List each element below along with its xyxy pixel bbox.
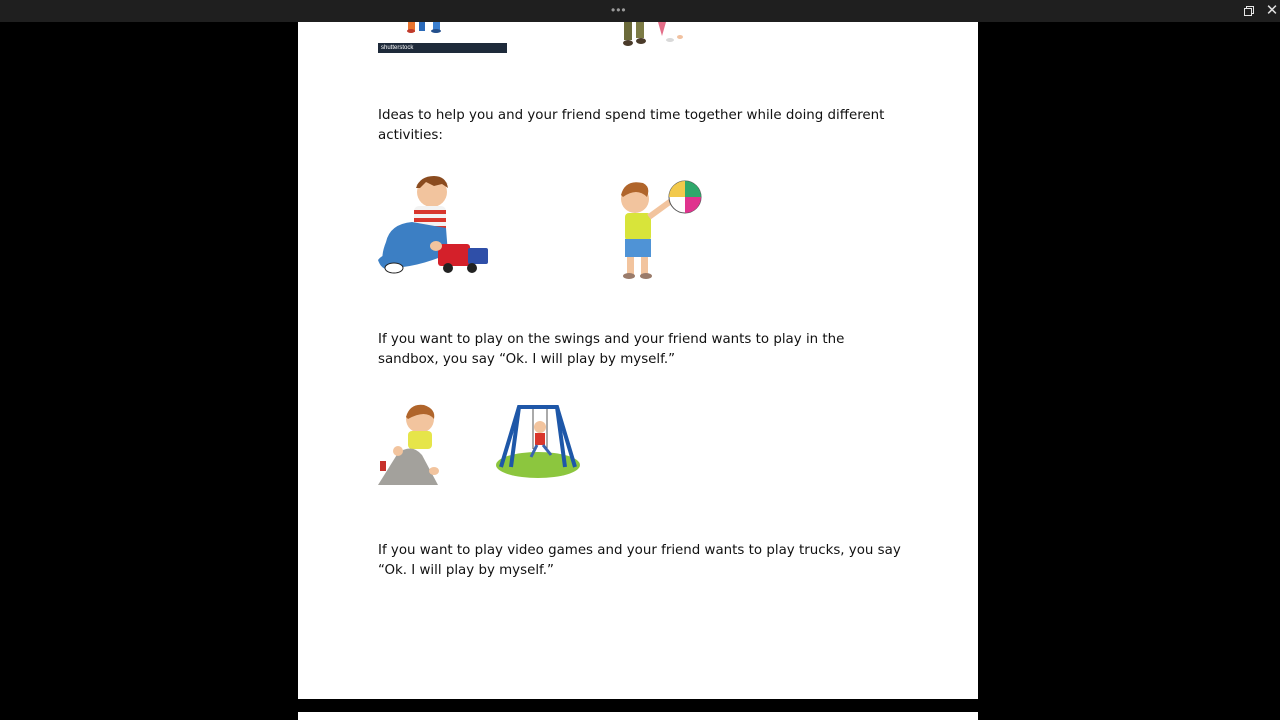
restore-window-icon[interactable] [1240, 3, 1256, 19]
video-games-paragraph: If you want to play video games and your friend wants to play trucks, you say “Ok. I will play by myself.” [378, 543, 901, 579]
document-page [298, 22, 978, 699]
boy-with-ball-image [611, 177, 703, 281]
viewer-title-bar [0, 0, 1280, 22]
swings-paragraph: If you want to play on the swings and your friend wants to play in the sandbox, you say “Ok. I will play by myself.” [378, 332, 845, 368]
stock-watermark: shutterstock [378, 43, 507, 53]
boy-in-sandbox-image [378, 403, 444, 485]
boy-with-truck-image [376, 172, 492, 280]
close-icon[interactable]: ✕ [1265, 2, 1279, 19]
intro-paragraph: Ideas to help you and your friend spend time together while doing different activities: [378, 108, 885, 144]
kids-top-right-image [618, 22, 708, 50]
more-options-icon[interactable]: ••• [611, 3, 627, 17]
child-on-swing-image [495, 405, 581, 479]
next-document-page [298, 712, 978, 720]
